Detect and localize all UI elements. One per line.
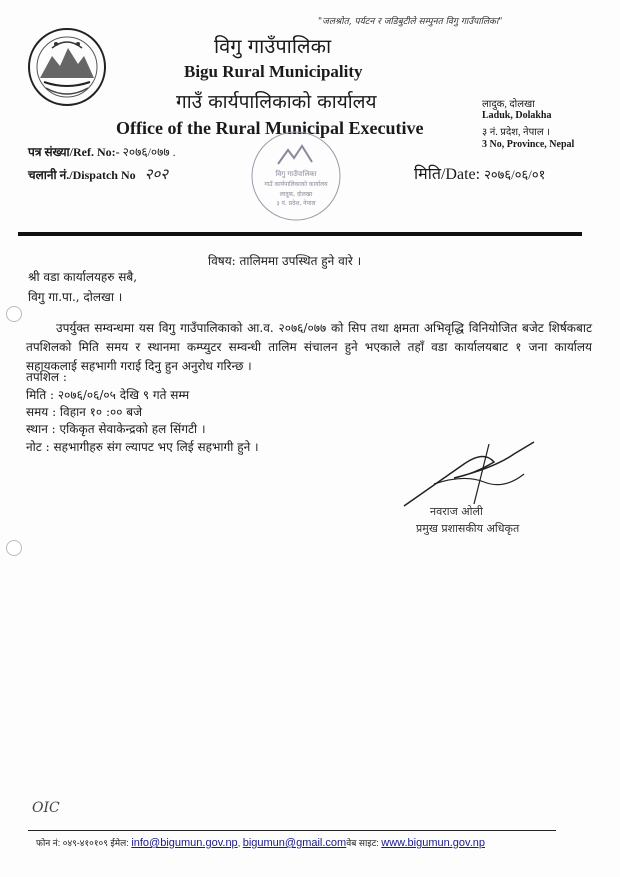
detail-line: समय : विहान १० :०० बजे (26, 405, 143, 419)
punch-hole (6, 540, 22, 556)
margin-note: OIC (32, 800, 60, 816)
letter-subject: विषय: तालिममा उपस्थित हुने वारे । (208, 254, 362, 268)
stamp-line: ३ नं. प्रदेश, नेपाल (276, 200, 316, 207)
stamp-line: लादुक, दोलखा (279, 191, 313, 198)
stamp-line: गाउँ कार्यपालिकाको कार्यालय (264, 181, 328, 188)
nepali-municipality-name: विगु गाउँपालिका (214, 34, 332, 58)
footer-phone: फोन नं: ०४९-४१०१०९ ईमेल: (36, 838, 129, 848)
nepal-emblem-logo (26, 26, 108, 108)
header-divider (18, 232, 582, 236)
address-line: ३ नं. प्रदेश, नेपाल । (482, 127, 550, 138)
reference-number (28, 143, 176, 160)
address-line: Laduk, Dolakha (482, 110, 552, 121)
body-paragraph: उपर्युक्त सम्वन्धमा यस विगु गाउँपालिकाको आ.व. २०७६/०७७ को सिप तथा क्षमता अभिवृद्धि विनियोजित बजेट शिर्षकबाट तपशिलको मिति समय र स्थानमा कम्प्युटर सम्वन्धी तालिम संचालन हुने भएकाले तहाँ वडा कार्यालयबाट १ जना कार्यालय सहायकलाई सहभागी गराई दिनु हुन अनुरोध गरिन्छ । (26, 321, 592, 373)
email-link[interactable]: bigumun@gmail.com (242, 837, 347, 849)
stamp-line: विगु गाउँपालिका (275, 170, 317, 178)
nepali-office-title: गाउँ कार्यपालिकाको कार्यालय (176, 91, 377, 113)
website-link[interactable]: www.bigumun.gov.np (381, 837, 485, 849)
slogan: "जलश्रोत, पर्यटन र जडिबुटीले सम्पुनत विगु गाउँपालिका" (318, 17, 503, 27)
address-line: लादुक, दोलखा (482, 99, 535, 110)
recipient-line: श्री वडा कार्यालयहरु सबै, (28, 270, 138, 284)
punch-hole (6, 306, 22, 322)
dispatch-label: चलानी नं./Dispatch No (28, 168, 136, 182)
office-stamp (248, 128, 344, 224)
detail-line: नोट : सहभागीहरु संग ल्यापट भए लिई सहभागी हुने । (26, 440, 259, 454)
date-label: मिति/Date: (414, 166, 481, 183)
letter-date (414, 162, 545, 184)
reference-value: २०७६/०७७ . (122, 145, 176, 159)
signature (394, 434, 544, 514)
letter-body (26, 319, 592, 376)
footer-contact (36, 836, 485, 849)
recipient-line: विगु गा.पा., दोलखा । (28, 290, 123, 304)
email-link[interactable]: info@bigumun.gov.np (131, 837, 238, 849)
reference-label: पत्र संख्या/Ref. No:- (28, 145, 120, 159)
footer-separator: , (237, 838, 241, 848)
date-value: २०७६/०६/०१ (484, 167, 546, 182)
english-municipality-name: Bigu Rural Municipality (184, 62, 363, 81)
dispatch-number (28, 164, 168, 184)
detail-line: स्थान : एकिकृत सेवाकेन्द्रको हल सिंगटी । (26, 422, 206, 436)
signatory-designation: प्रमुख प्रशासकीय अधिकृत (416, 522, 520, 535)
address-line: 3 No, Province, Nepal (482, 139, 575, 150)
english-office-title: Office of the Rural Municipal Executive (116, 118, 424, 138)
detail-line: तपशिल : (26, 370, 67, 384)
signatory-name: नवराज ओली (430, 505, 483, 518)
footer-divider (28, 830, 556, 831)
footer-web-label: वेब साइट: (346, 838, 379, 848)
dispatch-value: २०२ (144, 165, 169, 183)
detail-line: मिति : २०७६/०६/०५ देखि ९ गते सम्म (26, 388, 190, 402)
